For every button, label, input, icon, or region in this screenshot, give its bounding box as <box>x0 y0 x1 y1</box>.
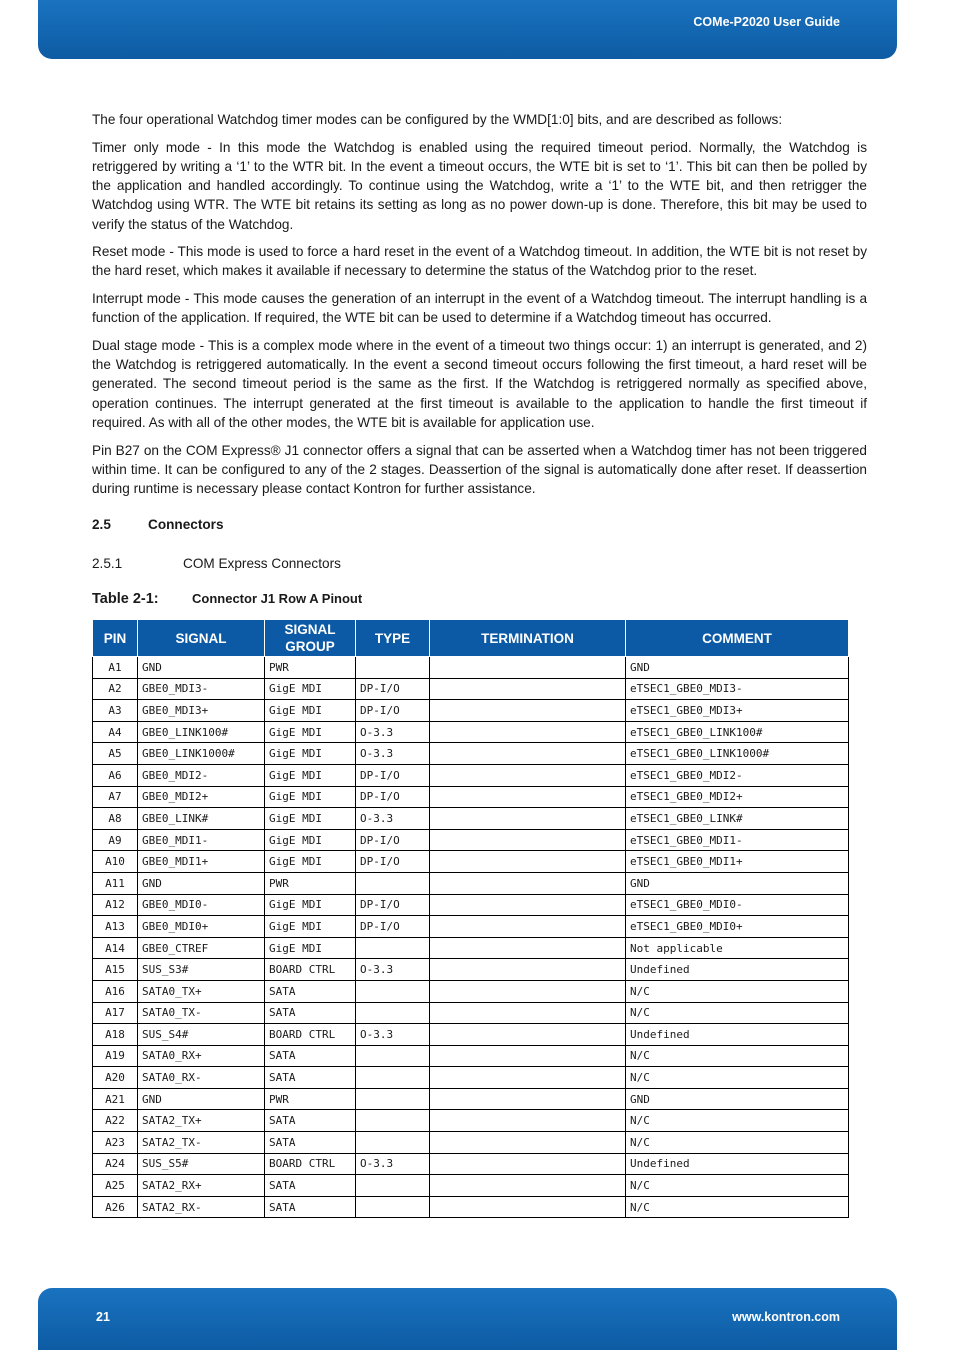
pin-cell: A21 <box>93 1088 138 1110</box>
pin-cell: A16 <box>93 980 138 1002</box>
signal-group-cell: GigE MDI <box>265 808 356 830</box>
table-caption <box>92 591 362 607</box>
table-row <box>93 657 849 679</box>
signal-cell: GBE0_LINK# <box>138 808 265 830</box>
termination-cell <box>430 1024 626 1046</box>
table-row <box>93 678 849 700</box>
type-cell <box>356 1067 430 1089</box>
pin-cell: A10 <box>93 851 138 873</box>
termination-cell <box>430 657 626 679</box>
table-row <box>93 786 849 808</box>
section-heading <box>92 517 224 532</box>
pin-cell: A22 <box>93 1110 138 1132</box>
signal-cell: SATA0_TX+ <box>138 980 265 1002</box>
signal-cell: GBE0_CTREF <box>138 937 265 959</box>
table-title: Connector J1 Row A Pinout <box>192 591 363 606</box>
termination-cell <box>430 1110 626 1132</box>
type-cell <box>356 872 430 894</box>
document-title: COMe-P2020 User Guide <box>693 15 840 29</box>
signal-group-cell: SATA <box>265 1196 356 1218</box>
type-cell: DP-I/O <box>356 764 430 786</box>
comment-cell: eTSEC1_GBE0_MDI3+ <box>626 700 849 722</box>
signal-group-cell: PWR <box>265 1088 356 1110</box>
page-number: 21 <box>96 1310 110 1324</box>
table-row <box>93 1153 849 1175</box>
type-cell <box>356 1196 430 1218</box>
termination-cell <box>430 980 626 1002</box>
pin-cell: A18 <box>93 1024 138 1046</box>
comment-cell: eTSEC1_GBE0_MDI0- <box>626 894 849 916</box>
table-row <box>93 959 849 981</box>
signal-cell: GBE0_MDI3+ <box>138 700 265 722</box>
type-cell: O-3.3 <box>356 1153 430 1175</box>
column-header-termination: TERMINATION <box>430 620 626 657</box>
table-row <box>93 829 849 851</box>
signal-cell: SATA2_TX+ <box>138 1110 265 1132</box>
table-label: Table 2-1: <box>92 591 159 607</box>
pin-cell: A7 <box>93 786 138 808</box>
column-header-pin: PIN <box>93 620 138 657</box>
comment-cell: N/C <box>626 1045 849 1067</box>
table-row <box>93 1196 849 1218</box>
signal-cell: GBE0_MDI0+ <box>138 916 265 938</box>
table-header-row <box>93 620 849 657</box>
termination-cell <box>430 1196 626 1218</box>
comment-cell: GND <box>626 657 849 679</box>
termination-cell <box>430 1132 626 1154</box>
termination-cell <box>430 786 626 808</box>
column-header-type: TYPE <box>356 620 430 657</box>
type-cell: DP-I/O <box>356 916 430 938</box>
signal-group-cell: GigE MDI <box>265 678 356 700</box>
paragraph: Pin B27 on the COM Express® J1 connector offers a signal that can be asserted when a Watchdog timer has not been triggered within time. It can be configured to any of the 2 stages. Deassertion of the signal is automatically done after reset. If deassertion during runtime is necessary please contact Kontron for further assistance. <box>92 442 867 496</box>
comment-cell: Undefined <box>626 959 849 981</box>
signal-cell: SATA2_RX- <box>138 1196 265 1218</box>
type-cell: DP-I/O <box>356 851 430 873</box>
table-row <box>93 1110 849 1132</box>
paragraph: The four operational Watchdog timer modes can be configured by the WMD[1:0] bits, and are described as follows: <box>92 112 783 127</box>
pin-cell: A17 <box>93 1002 138 1024</box>
comment-cell: N/C <box>626 1002 849 1024</box>
table-row <box>93 851 849 873</box>
comment-cell: eTSEC1_GBE0_LINK1000# <box>626 743 849 765</box>
comment-cell: Undefined <box>626 1153 849 1175</box>
type-cell <box>356 1002 430 1024</box>
signal-cell: GBE0_MDI1+ <box>138 851 265 873</box>
table-row <box>93 1067 849 1089</box>
type-cell <box>356 657 430 679</box>
type-cell <box>356 937 430 959</box>
pin-cell: A19 <box>93 1045 138 1067</box>
signal-group-cell: GigE MDI <box>265 743 356 765</box>
type-cell <box>356 1088 430 1110</box>
comment-cell: GND <box>626 1088 849 1110</box>
table-row <box>93 1045 849 1067</box>
comment-cell: N/C <box>626 1196 849 1218</box>
signal-group-cell: GigE MDI <box>265 916 356 938</box>
website-link[interactable]: www.kontron.com <box>732 1310 840 1324</box>
type-cell <box>356 1175 430 1197</box>
type-cell: O-3.3 <box>356 808 430 830</box>
signal-group-cell: GigE MDI <box>265 700 356 722</box>
signal-cell: SATA2_RX+ <box>138 1175 265 1197</box>
signal-cell: SATA0_TX- <box>138 1002 265 1024</box>
termination-cell <box>430 1045 626 1067</box>
column-header-signal: SIGNAL <box>138 620 265 657</box>
termination-cell <box>430 829 626 851</box>
table-row <box>93 1024 849 1046</box>
type-cell: DP-I/O <box>356 894 430 916</box>
termination-cell <box>430 678 626 700</box>
termination-cell <box>430 1002 626 1024</box>
table-body <box>93 657 849 1218</box>
comment-cell: GND <box>626 872 849 894</box>
type-cell: DP-I/O <box>356 700 430 722</box>
termination-cell <box>430 1067 626 1089</box>
section-title: Connectors <box>148 517 224 532</box>
pin-cell: A3 <box>93 700 138 722</box>
pin-cell: A6 <box>93 764 138 786</box>
signal-group-cell: GigE MDI <box>265 937 356 959</box>
pin-cell: A4 <box>93 721 138 743</box>
table-row <box>93 916 849 938</box>
pin-cell: A9 <box>93 829 138 851</box>
pin-cell: A26 <box>93 1196 138 1218</box>
signal-group-cell: BOARD CTRL <box>265 1024 356 1046</box>
termination-cell <box>430 937 626 959</box>
signal-group-cell: SATA <box>265 1067 356 1089</box>
signal-group-cell: PWR <box>265 872 356 894</box>
pin-cell: A20 <box>93 1067 138 1089</box>
subsection-number: 2.5.1 <box>92 556 123 571</box>
comment-cell: N/C <box>626 1175 849 1197</box>
signal-group-cell: SATA <box>265 1132 356 1154</box>
type-cell <box>356 1110 430 1132</box>
pin-cell: A13 <box>93 916 138 938</box>
termination-cell <box>430 916 626 938</box>
comment-cell: Not applicable <box>626 937 849 959</box>
pin-cell: A24 <box>93 1153 138 1175</box>
table-row <box>93 721 849 743</box>
pin-cell: A1 <box>93 657 138 679</box>
signal-cell: GND <box>138 1088 265 1110</box>
termination-cell <box>430 721 626 743</box>
termination-cell <box>430 1088 626 1110</box>
comment-cell: N/C <box>626 1110 849 1132</box>
comment-cell: eTSEC1_GBE0_LINK# <box>626 808 849 830</box>
type-cell: O-3.3 <box>356 721 430 743</box>
signal-group-cell: GigE MDI <box>265 851 356 873</box>
signal-cell: SUS_S4# <box>138 1024 265 1046</box>
signal-group-cell: GigE MDI <box>265 894 356 916</box>
paragraph: Interrupt mode - This mode causes the generation of an interrupt in the event of a Watchdog timeout. The interrupt handling is a function of the application. If required, the WTE bit can be used to determine if a Watchdog timeout has occurred. <box>92 291 867 326</box>
pin-cell: A23 <box>93 1132 138 1154</box>
pin-cell: A8 <box>93 808 138 830</box>
pin-cell: A2 <box>93 678 138 700</box>
pin-cell: A25 <box>93 1175 138 1197</box>
termination-cell <box>430 894 626 916</box>
termination-cell <box>430 1153 626 1175</box>
column-header-comment: COMMENT <box>626 620 849 657</box>
signal-cell: GND <box>138 657 265 679</box>
signal-group-cell: SATA <box>265 980 356 1002</box>
signal-group-cell: GigE MDI <box>265 764 356 786</box>
type-cell <box>356 1045 430 1067</box>
comment-cell: eTSEC1_GBE0_MDI2+ <box>626 786 849 808</box>
paragraph: Dual stage mode - This is a complex mode where in the event of a timeout two things occur: 1) an interrupt is generated, and 2) the Watchdog is retriggered automatically. In the event a second timeout occurs following the first timeout, a hard reset will be generated. The second timeout period is the same as the first. If the Watchdog is retriggered normally as specified above, operation continues. The interrupt generated at the first timeout is available to the application to handle the first timeout if required. As with all of the other modes, the WTE bit is available for application use. <box>92 338 867 430</box>
signal-cell: GBE0_LINK1000# <box>138 743 265 765</box>
comment-cell: eTSEC1_GBE0_MDI1+ <box>626 851 849 873</box>
signal-group-cell: BOARD CTRL <box>265 959 356 981</box>
body-text <box>92 110 867 507</box>
paragraph: Reset mode - This mode is used to force a hard reset in the event of a Watchdog timeout. In addition, the WTE bit is not reset by the hard reset, which makes it available if necessary to determine the status of the Watchdog prior to the reset. <box>92 244 867 279</box>
signal-cell: GBE0_MDI2- <box>138 764 265 786</box>
signal-cell: SATA0_RX+ <box>138 1045 265 1067</box>
signal-group-cell: GigE MDI <box>265 721 356 743</box>
signal-group-cell: SATA <box>265 1045 356 1067</box>
table-row <box>93 1002 849 1024</box>
table-row <box>93 808 849 830</box>
signal-cell: GBE0_MDI2+ <box>138 786 265 808</box>
table-row <box>93 1088 849 1110</box>
signal-group-cell: SATA <box>265 1175 356 1197</box>
signal-group-cell: BOARD CTRL <box>265 1153 356 1175</box>
termination-cell <box>430 764 626 786</box>
column-header-signal-group: SIGNAL GROUP <box>265 620 356 657</box>
type-cell: O-3.3 <box>356 743 430 765</box>
signal-group-cell: SATA <box>265 1002 356 1024</box>
table-row <box>93 894 849 916</box>
subsection-heading <box>92 556 341 571</box>
comment-cell: eTSEC1_GBE0_LINK100# <box>626 721 849 743</box>
comment-cell: eTSEC1_GBE0_MDI3- <box>626 678 849 700</box>
signal-cell: GBE0_MDI1- <box>138 829 265 851</box>
table-row <box>93 872 849 894</box>
table-row <box>93 743 849 765</box>
pinout-table <box>92 619 849 1218</box>
subsection-title: COM Express Connectors <box>183 556 341 571</box>
signal-group-cell: GigE MDI <box>265 786 356 808</box>
comment-cell: N/C <box>626 980 849 1002</box>
comment-cell: Undefined <box>626 1024 849 1046</box>
type-cell: DP-I/O <box>356 829 430 851</box>
pin-cell: A11 <box>93 872 138 894</box>
signal-cell: SUS_S5# <box>138 1153 265 1175</box>
pin-cell: A5 <box>93 743 138 765</box>
signal-cell: GBE0_LINK100# <box>138 721 265 743</box>
signal-cell: GND <box>138 872 265 894</box>
comment-cell: eTSEC1_GBE0_MDI0+ <box>626 916 849 938</box>
signal-cell: SUS_S3# <box>138 959 265 981</box>
signal-cell: GBE0_MDI3- <box>138 678 265 700</box>
comment-cell: N/C <box>626 1067 849 1089</box>
pin-cell: A12 <box>93 894 138 916</box>
table-row <box>93 700 849 722</box>
type-cell: O-3.3 <box>356 1024 430 1046</box>
table-row <box>93 1175 849 1197</box>
page-footer-bar <box>38 1288 897 1350</box>
page-header-bar <box>38 0 897 59</box>
termination-cell <box>430 872 626 894</box>
table-row <box>93 764 849 786</box>
section-number: 2.5 <box>92 517 111 532</box>
termination-cell <box>430 851 626 873</box>
termination-cell <box>430 959 626 981</box>
table-row <box>93 980 849 1002</box>
comment-cell: eTSEC1_GBE0_MDI2- <box>626 764 849 786</box>
type-cell: O-3.3 <box>356 959 430 981</box>
signal-cell: SATA2_TX- <box>138 1132 265 1154</box>
type-cell <box>356 1132 430 1154</box>
termination-cell <box>430 700 626 722</box>
signal-group-cell: PWR <box>265 657 356 679</box>
termination-cell <box>430 1175 626 1197</box>
type-cell <box>356 980 430 1002</box>
signal-group-cell: SATA <box>265 1110 356 1132</box>
type-cell: DP-I/O <box>356 678 430 700</box>
signal-group-cell: GigE MDI <box>265 829 356 851</box>
comment-cell: eTSEC1_GBE0_MDI1- <box>626 829 849 851</box>
paragraph: Timer only mode - In this mode the Watchdog is enabled using the required timeout period. Normally, the Watchdog is retriggered by writing a ‘1’ to the WTR bit. In the event a timeout occurs, the WTE bit is set to ‘1’. This bit can then be polled by the application and handled accordingly. To continue using the Watchdog, write a ‘1’ to the WTE bit, and then retrigger the Watchdog using WTR. The WTE bit retains its setting as long as no power down-up is done. Therefore, this bit may be used to verify the status of the Watchdog. <box>92 139 867 232</box>
type-cell: DP-I/O <box>356 786 430 808</box>
signal-cell: GBE0_MDI0- <box>138 894 265 916</box>
table-row <box>93 1132 849 1154</box>
pin-cell: A14 <box>93 937 138 959</box>
pin-cell: A15 <box>93 959 138 981</box>
comment-cell: N/C <box>626 1132 849 1154</box>
termination-cell <box>430 743 626 765</box>
table-row <box>93 937 849 959</box>
signal-cell: SATA0_RX- <box>138 1067 265 1089</box>
termination-cell <box>430 808 626 830</box>
